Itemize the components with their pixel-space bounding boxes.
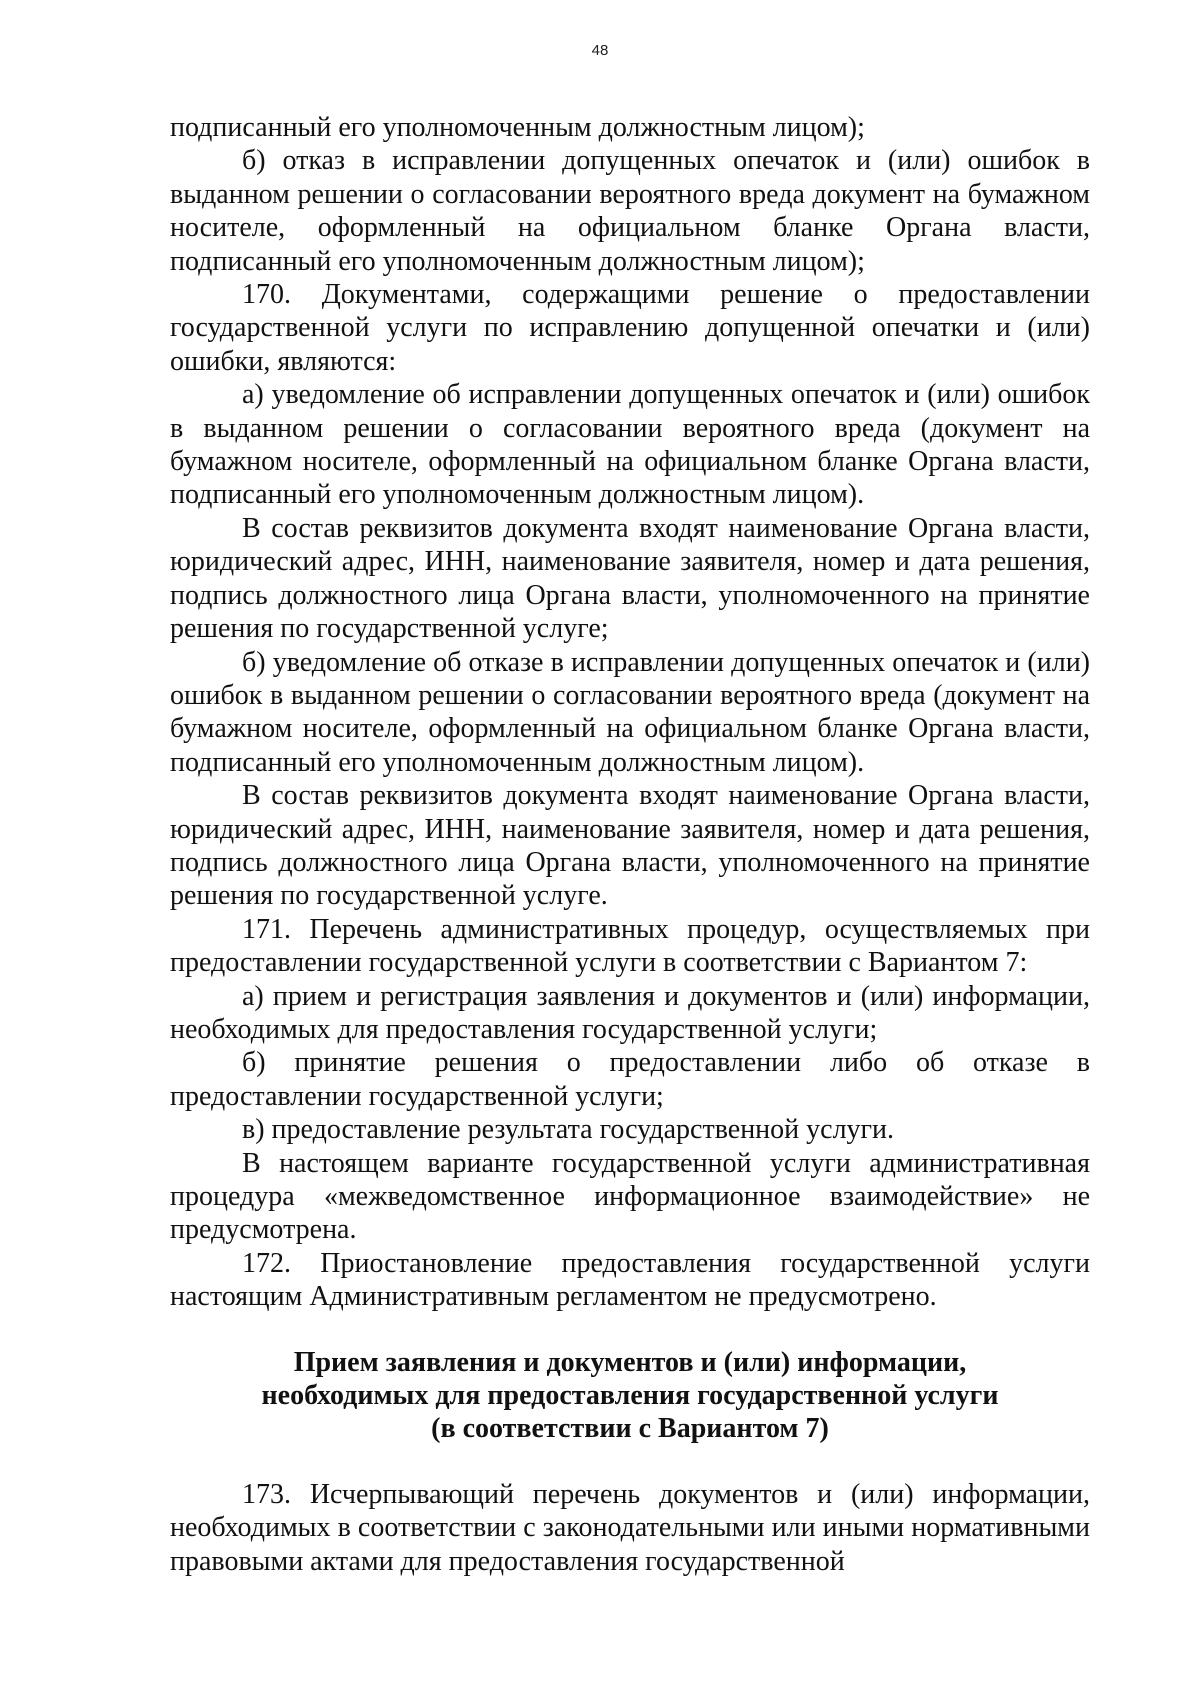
page-number: 48: [591, 42, 609, 59]
paragraph: 170. Документами, содержащими решение о предоставлении государственной услуги по исправлению допущенной опечатки и (или) ошибки, являются:: [170, 279, 1090, 377]
paragraph: В состав реквизитов документа входят наименование Органа власти, юридический адрес, ИНН, наименование заявителя, номер и дата решения, подпись должностного лица Органа власти, уполномоченного на принятие решения по государственной услуге.: [170, 780, 1090, 912]
section-heading: [170, 1346, 1090, 1446]
paragraph: б) принятие решения о предоставлении либо об отказе в предоставлении государственной услуги;: [170, 1047, 1090, 1112]
paragraph: б) уведомление об отказе в исправлении допущенных опечаток и (или) ошибок в выданном решении о согласовании вероятного вреда (документ на бумажном носителе, оформленный на официальном бланке Органа власти, подписанный его уполномоченным должностным лицом).: [170, 646, 1090, 778]
heading-line: необходимых для предоставления государственной услуги: [261, 1380, 999, 1412]
paragraph: а) прием и регистрация заявления и документов и (или) информации, необходимых для предоставления государственной услуги;: [170, 980, 1090, 1045]
paragraph: В настоящем варианте государственной услуги административная процедура «межведомственное информационное взаимодействие» не предусмотрена.: [170, 1147, 1090, 1246]
heading-line: (в соответствии с Вариантом 7): [431, 1413, 829, 1445]
paragraph: 171. Перечень административных процедур, осуществляемых при предоставлении государственной услуги в соответствии с Вариантом 7:: [170, 913, 1090, 979]
paragraph: а) уведомление об исправлении допущенных опечаток и (или) ошибок в выданном решении о согласовании вероятного вреда (документ на бумажном носителе, оформленный на официальном бланке Органа власти, подписанный его уполномоченным должностным лицом).: [170, 379, 1090, 511]
heading-line: Прием заявления и документов и (или) информации,: [293, 1346, 967, 1378]
document-body: [170, 111, 1090, 1578]
paragraph: 173. Исчерпывающий перечень документов и (или) информации, необходимых в соответствии с законодательными или иными нормативными правовыми актами для предоставления государственной: [170, 1478, 1090, 1577]
paragraph: в) предоставление результата государственной услуги.: [242, 1114, 895, 1146]
paragraph: В состав реквизитов документа входят наименование Органа власти, юридический адрес, ИНН, наименование заявителя, номер и дата решения, подпись должностного лица Органа власти, уполномоченного на принятие решения по государственной услуге;: [170, 512, 1090, 645]
paragraph: подписанный его уполномоченным должностным лицом);: [170, 112, 865, 143]
paragraph: б) отказ в исправлении допущенных опечаток и (или) ошибок в выданном решении о согласовании вероятного вреда документ на бумажном носителе, оформленный на официальном бланке Органа власти, подписанный его уполномоченным должностным лицом);: [170, 145, 1090, 277]
paragraph: 172. Приостановление предоставления государственной услуги настоящим Административным регламентом не предусмотрено.: [170, 1247, 1090, 1313]
